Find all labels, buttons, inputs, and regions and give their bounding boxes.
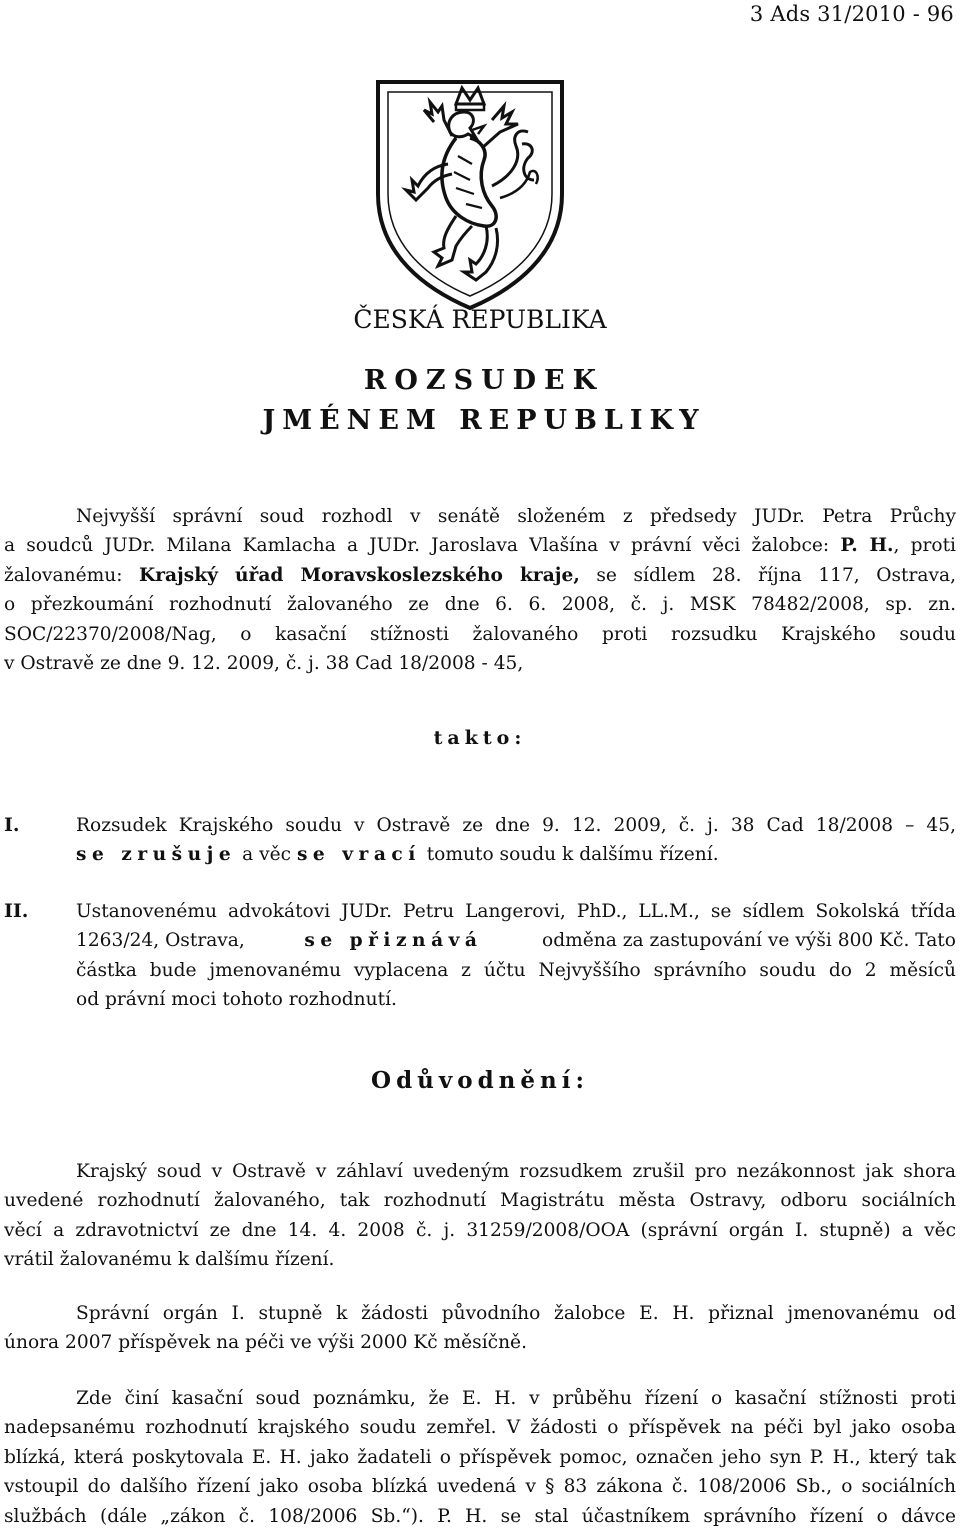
ruling-item-2 [76, 897, 956, 1015]
intro-line: o přezkoumání rozhodnutí žalovaného ze dne 6. 6. 2008, č. j. MSK 78482/2008, sp. zn. [4, 594, 956, 616]
intro-text: se sídlem 28. října 117, Ostrava, [596, 564, 956, 586]
paragraph-line: službách (dále „zákon č. 108/2006 Sb.“). P. H. se stal účastníkem správního řízení o dávce [4, 1505, 956, 1527]
reasoning-paragraph-2 [4, 1299, 956, 1358]
ruling-line: Rozsudek Krajského soudu v Ostravě ze dne 9. 12. 2009, č. j. 38 Cad 18/2008 – 45, [76, 815, 956, 836]
paragraph-line: uvedené rozhodnutí žalovaného, tak rozhodnutí Magistrátu města Ostravy, odboru sociálních [4, 1190, 956, 1212]
ruling-keyword: se vrací [296, 844, 421, 866]
intro-line: SOC/22370/2008/Nag, o kasační stížnosti žalovaného proti rozsudku Krajského soudu [4, 623, 956, 645]
ruling-text: odměna za zastupování ve výši 800 Kč. Tato [542, 930, 956, 952]
ruling-keyword: se přiznává [304, 930, 483, 952]
intro-text: a soudců JUDr. Milana Kamlacha a JUDr. Jaroslava Vlašína v právní věci žalobce: [4, 535, 830, 557]
paragraph-line: vrátil žalovanému k dalšímu řízení. [4, 1249, 335, 1271]
intro-line: Nejvyšší správní soud rozhodl v senátě složeném z předsedy JUDr. Petra Průchy [76, 506, 956, 527]
reasoning-paragraph-1 [4, 1157, 956, 1275]
defendant-name: Krajský úřad Moravskoslezského kraje, [139, 564, 580, 586]
intro-line: v Ostravě ze dne 9. 12. 2009, č. j. 38 Cad 18/2008 - 45, [4, 653, 524, 675]
intro-paragraph [4, 502, 956, 678]
intro-text: , proti [893, 535, 956, 557]
plaintiff-name: P. H. [840, 535, 894, 557]
paragraph-line: Krajský soud v Ostravě v záhlaví uvedeným rozsudkem zrušil pro nezákonnost jak shora [76, 1161, 956, 1182]
paragraph-line: února 2007 příspěvek na péči ve výši 2000 Kč měsíčně. [4, 1332, 527, 1354]
in-name-of-republic: JMÉNEM REPUBLIKY [262, 405, 706, 436]
paragraph-line: Zde činí kasační soud poznámku, že E. H. v průběhu řízení o kasační stížnosti proti [76, 1388, 956, 1409]
ruling-line: Ustanovenému advokátovi JUDr. Petru Langerovi, PhD., LL.M., se sídlem Sokolská třída [76, 901, 956, 922]
ruling-keyword: se zrušuje [76, 844, 237, 866]
ruling-heading: takto: [433, 727, 527, 749]
reasoning-heading: Odůvodnění: [371, 1067, 589, 1094]
reasoning-paragraph-3 [4, 1384, 956, 1531]
intro-text: žalovanému: [4, 564, 123, 586]
ruling-item-label: II. [4, 900, 29, 922]
paragraph-line: blízká, která poskytovala E. H. jako žadateli o příspěvek pomoc, označen jeho syn P. H., který tak [4, 1446, 956, 1468]
ruling-line [76, 926, 956, 955]
paragraph-line: věcí a zdravotnictví ze dne 14. 4. 2008 č. j. 31259/2008/OOA (správní orgán I. stupně) a věc [4, 1219, 956, 1241]
ruling-line [76, 840, 956, 869]
ruling-text: 1263/24, Ostrava, [76, 930, 245, 952]
country-title: ČESKÁ REPUBLIKA [353, 305, 607, 334]
ruling-text: tomuto soudu k dalšímu řízení. [426, 844, 719, 866]
paragraph-line: Správní orgán I. stupně k žádosti původního žalobce E. H. přiznal jmenovanému od [76, 1303, 956, 1324]
verdict-title: ROZSUDEK [363, 365, 605, 396]
czech-lion-coat-of-arms-icon [372, 76, 568, 312]
ruling-line: částka bude jmenovanému vyplacena z účtu Nejvyššího správního soudu do 2 měsíců [76, 959, 956, 981]
ruling-text: a věc [242, 844, 292, 866]
paragraph-line: vstoupil do dalšího řízení jako osoba blízká uvedená v § 83 zákona č. 108/2006 Sb., o sociálních [4, 1476, 956, 1498]
ruling-item-label: I. [4, 814, 20, 836]
ruling-line: od právní moci tohoto rozhodnutí. [76, 989, 397, 1011]
intro-line [4, 531, 956, 560]
paragraph-line: nadepsanému rozhodnutí krajského soudu zemřel. V žádosti o příspěvek na péči byl jako osoba [4, 1417, 956, 1439]
intro-line [4, 561, 956, 590]
ruling-item-1 [76, 811, 956, 870]
case-reference: 3 Ads 31/2010 - 96 [749, 2, 954, 26]
